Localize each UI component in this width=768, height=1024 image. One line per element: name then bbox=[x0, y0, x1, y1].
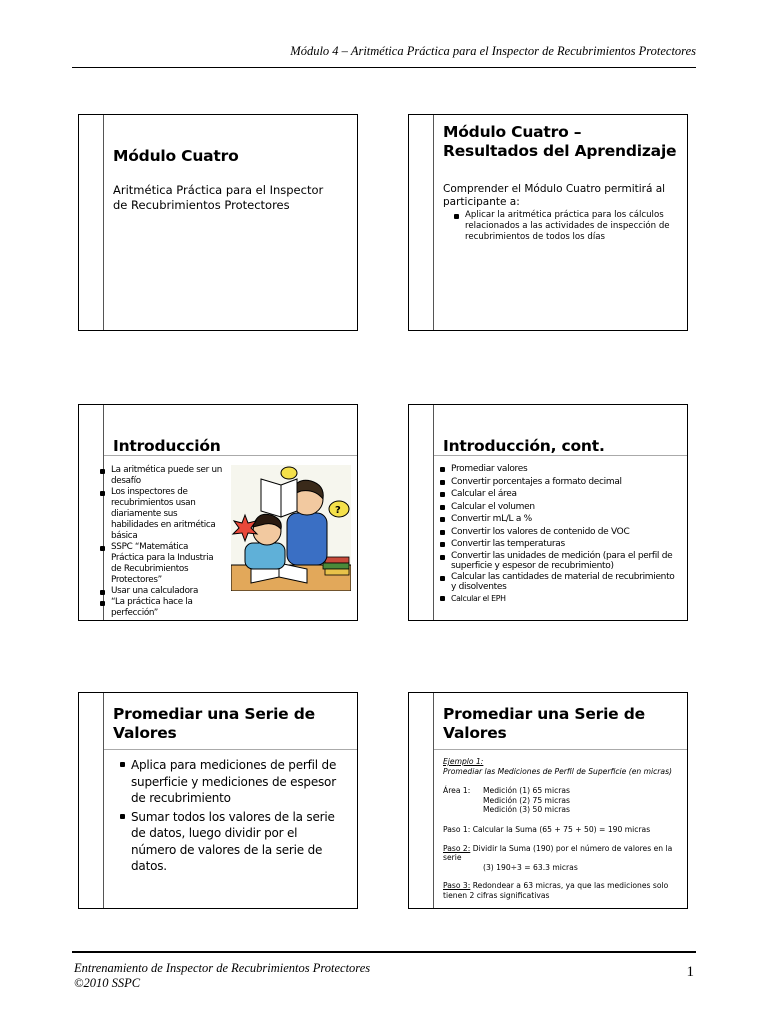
page-number: 1 bbox=[686, 964, 694, 980]
list-item: Calcular las cantidades de material de recubrimiento y disolventes bbox=[439, 572, 679, 593]
slide-introduccion-cont bbox=[408, 404, 688, 621]
measurement-item: Medición (1) 65 micras bbox=[483, 786, 570, 796]
slide-title bbox=[443, 705, 681, 743]
list-item: Aplicar la aritmética práctica para los cálculos relacionados a las actividades de inspección de recubrimientos de todos los días bbox=[453, 210, 675, 244]
title-divider bbox=[104, 455, 357, 456]
measurement-item: Medición (2) 75 micras bbox=[483, 795, 570, 805]
slide-resultados-aprendizaje bbox=[408, 114, 688, 331]
bullet-list bbox=[439, 463, 679, 605]
title-divider bbox=[434, 455, 687, 456]
step-2-calc: (3) 190÷3 = 63.3 micras bbox=[483, 862, 578, 872]
slide-modulo-cuatro bbox=[78, 114, 358, 331]
example-block bbox=[443, 757, 681, 901]
step-2 bbox=[443, 844, 681, 863]
slide-introduccion bbox=[78, 404, 358, 621]
slide-promediar-serie bbox=[78, 692, 358, 909]
area-label: Área 1: bbox=[443, 786, 471, 796]
page-header: Módulo 4 – Aritmética Práctica para el Inspector de Recubrimientos Protectores bbox=[290, 44, 696, 58]
slide-margin-line bbox=[103, 693, 104, 908]
list-item: Convertir las unidades de medición (para el perfil de superficie y espesor de recubrimiento) bbox=[439, 551, 679, 572]
example-label: Ejemplo 1: bbox=[443, 757, 484, 766]
bullet-list bbox=[119, 757, 339, 877]
slide-margin-line bbox=[103, 115, 104, 330]
slide-title-line1: Promediar una Serie de bbox=[443, 705, 645, 723]
list-item: Calcular el volumen bbox=[439, 501, 679, 514]
bullet-list bbox=[453, 210, 675, 244]
slide-title bbox=[113, 705, 351, 743]
slide-title-line1: Promediar una Serie de bbox=[113, 705, 315, 723]
footer-rule bbox=[72, 951, 696, 953]
slide-subtitle: Aritmética Práctica para el Inspector de Recubrimientos Protectores bbox=[113, 183, 324, 212]
slide-title-line1: Módulo Cuatro – bbox=[443, 123, 582, 141]
list-item: Aplica para mediciones de perfil de superficie y mediciones de espesor de recubrimiento bbox=[119, 757, 339, 807]
footer-course: Entrenamiento de Inspector de Recubrimientos Protectores bbox=[74, 961, 371, 975]
list-item: Sumar todos los valores de la serie de datos, luego dividir por el número de valores de la serie de datos. bbox=[119, 809, 339, 875]
list-item: Promediar valores bbox=[439, 463, 679, 476]
step-1: Paso 1: Calcular la Suma (65 + 75 + 50) = 190 micras bbox=[443, 824, 651, 834]
slide-intro-text: Comprender el Módulo Cuatro permitirá al participante a: bbox=[443, 183, 666, 208]
slide-title: Introducción, cont. bbox=[443, 437, 605, 455]
slide-margin-line bbox=[433, 405, 434, 620]
slide-title bbox=[443, 123, 681, 161]
slide-title-line2: Valores bbox=[113, 724, 177, 742]
list-item: Convertir las temperaturas bbox=[439, 538, 679, 551]
title-divider bbox=[434, 749, 687, 750]
step-2-label: Paso 2: bbox=[443, 843, 471, 853]
area-measurements bbox=[443, 786, 681, 815]
title-divider bbox=[104, 749, 357, 750]
students-studying-clipart-icon bbox=[231, 465, 351, 591]
header-rule bbox=[72, 67, 696, 68]
step-2-text: Dividir la Suma (190) por el número de valores en la serie bbox=[443, 843, 673, 863]
measurement-item: Medición (3) 50 micras bbox=[483, 805, 570, 815]
slide-margin-line bbox=[433, 115, 434, 330]
list-item: La aritmética puede ser un desafío bbox=[99, 465, 223, 487]
list-item: Convertir porcentajes a formato decimal bbox=[439, 476, 679, 489]
step-3-text: Redondear a 63 micras, ya que las mediciones solo tienen 2 cifras significativas bbox=[443, 881, 669, 900]
list-item: “La práctica hace la perfección” bbox=[99, 597, 223, 619]
list-item: Los inspectores de recubrimientos usan diariamente sus habilidades en aritmética básica bbox=[99, 487, 223, 542]
list-item: Usar una calculadora bbox=[99, 586, 223, 597]
step-3 bbox=[443, 881, 681, 900]
list-item: Convertir mL/L a % bbox=[439, 513, 679, 526]
example-description: Promediar las Mediciones de Perfil de Superficie (en micras) bbox=[443, 766, 672, 776]
slide-title-line2: Resultados del Aprendizaje bbox=[443, 142, 677, 160]
slide-title-line2: Valores bbox=[443, 724, 507, 742]
svg-text:?: ? bbox=[335, 505, 341, 516]
slide-title: Módulo Cuatro bbox=[113, 147, 239, 165]
list-item: Calcular el área bbox=[439, 488, 679, 501]
slide-title: Introducción bbox=[113, 437, 221, 455]
list-item: Convertir los valores de contenido de VOC bbox=[439, 526, 679, 539]
slide-promediar-ejemplo bbox=[408, 692, 688, 909]
list-item: Calcular el EPH bbox=[439, 593, 679, 606]
footer-copyright: ©2010 SSPC bbox=[74, 976, 141, 990]
bullet-list bbox=[99, 465, 223, 619]
list-item: SSPC “Matemática Práctica para la Industria de Recubrimientos Protectores” bbox=[99, 542, 223, 586]
step-3-label: Paso 3: bbox=[443, 881, 471, 891]
slide-margin-line bbox=[433, 693, 434, 908]
